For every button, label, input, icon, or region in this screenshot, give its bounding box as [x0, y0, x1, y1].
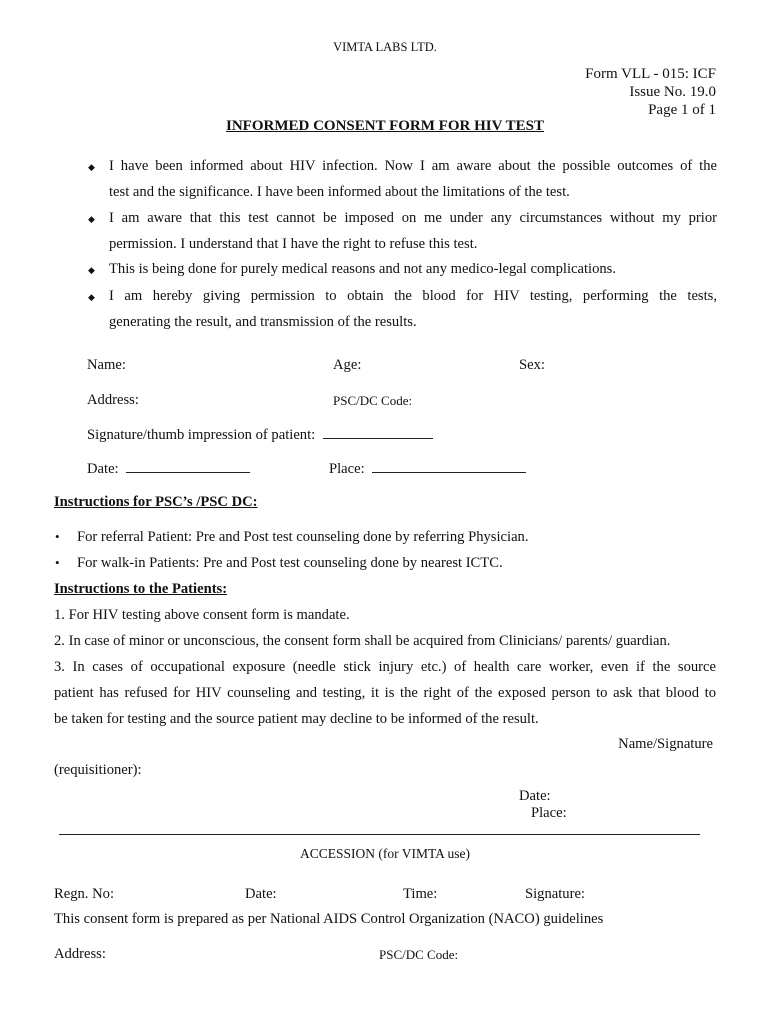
signature-field[interactable] — [87, 426, 433, 444]
page-title: INFORMED CONSENT FORM FOR HIV TEST — [226, 118, 544, 134]
requisitioner-date-label: Date: — [519, 788, 551, 804]
diamond-bullet-icon: ◆ — [88, 292, 95, 302]
consent-point-2-line-1: I am aware that this test cannot be imposed on me under any circumstances without my prior — [109, 210, 717, 226]
section-divider — [59, 834, 700, 835]
place-label: Place: — [329, 461, 365, 477]
requisitioner-label: (requisitioner): — [54, 762, 142, 778]
consent-point-3-line-1: This is being done for purely medical reasons and not any medico-legal complications. — [109, 261, 616, 277]
patient-instruction-2: 2. In case of minor or unconscious, the consent form shall be acquired from Clinicians/ parents/ guardian. — [54, 633, 671, 649]
dot-bullet-icon: • — [55, 529, 60, 544]
accession-signature-label: Signature: — [525, 886, 585, 902]
requisitioner-name-signature: Name/Signature — [618, 736, 713, 752]
accession-time-label: Time: — [403, 886, 438, 902]
date-blank[interactable] — [126, 460, 250, 473]
consent-point-4-line-2: generating the result, and transmission of the results. — [109, 314, 417, 330]
signature-label: Signature/thumb impression of patient: — [87, 427, 316, 443]
name-label: Name: — [87, 357, 126, 373]
patient-instruction-3-line-3: be taken for testing and the source patient may decline to be informed of the result. — [54, 711, 539, 727]
dot-bullet-icon: • — [55, 555, 60, 570]
patient-instructions-heading: Instructions to the Patients: — [54, 581, 228, 597]
signature-blank[interactable] — [323, 426, 433, 439]
accession-psc-code-label: PSC/DC Code: — [379, 947, 459, 962]
age-label: Age: — [333, 357, 362, 373]
page-number: Page 1 of 1 — [648, 102, 716, 118]
diamond-bullet-icon: ◆ — [88, 265, 95, 275]
patient-instruction-3-line-1: 3. In cases of occupational exposure (needle stick injury etc.) of health care worker, even if the source — [54, 659, 716, 675]
issue-number: Issue No. 19.0 — [629, 84, 716, 100]
patient-instruction-1: 1. For HIV testing above consent form is mandate. — [54, 607, 350, 623]
psc-code-label: PSC/DC Code: — [333, 393, 413, 408]
accession-address-label: Address: — [54, 946, 106, 962]
place-field[interactable] — [329, 460, 526, 478]
consent-point-2-line-2: permission. I understand that I have the right to refuse this test. — [109, 236, 478, 252]
accession-title: ACCESSION (for VIMTA use) — [299, 846, 471, 861]
psc-instruction-2: For walk-in Patients: Pre and Post test counseling done by nearest ICTC. — [77, 555, 503, 571]
diamond-bullet-icon: ◆ — [88, 214, 95, 224]
date-label: Date: — [87, 461, 119, 477]
consent-point-1-line-2: test and the significance. I have been informed about the limitations of the test. — [109, 184, 570, 200]
date-field[interactable] — [87, 460, 250, 478]
regn-no-label: Regn. No: — [54, 886, 114, 902]
consent-point-1-line-1: I have been informed about HIV infection. Now I am aware about the possible outcomes of the — [109, 158, 717, 174]
requisitioner-place-label: Place: — [531, 805, 567, 821]
place-blank[interactable] — [372, 460, 526, 473]
psc-instructions-heading: Instructions for PSC’s /PSC DC: — [54, 494, 258, 510]
sex-label: Sex: — [519, 357, 545, 373]
diamond-bullet-icon: ◆ — [88, 162, 95, 172]
psc-instruction-1: For referral Patient: Pre and Post test counseling done by referring Physician. — [77, 529, 529, 545]
form-number: Form VLL - 015: ICF — [585, 66, 716, 82]
address-label: Address: — [87, 392, 139, 408]
company-name: VIMTA LABS LTD. — [333, 40, 437, 54]
consent-point-4-line-1: I am hereby giving permission to obtain the blood for HIV testing, performing the tests, — [109, 288, 717, 304]
accession-date-label: Date: — [245, 886, 277, 902]
naco-note: This consent form is prepared as per National AIDS Control Organization (NACO) guidelines — [54, 911, 604, 927]
patient-instruction-3-line-2: patient has refused for HIV counseling and testing, it is the right of the exposed person to ask that blood to — [54, 685, 716, 701]
